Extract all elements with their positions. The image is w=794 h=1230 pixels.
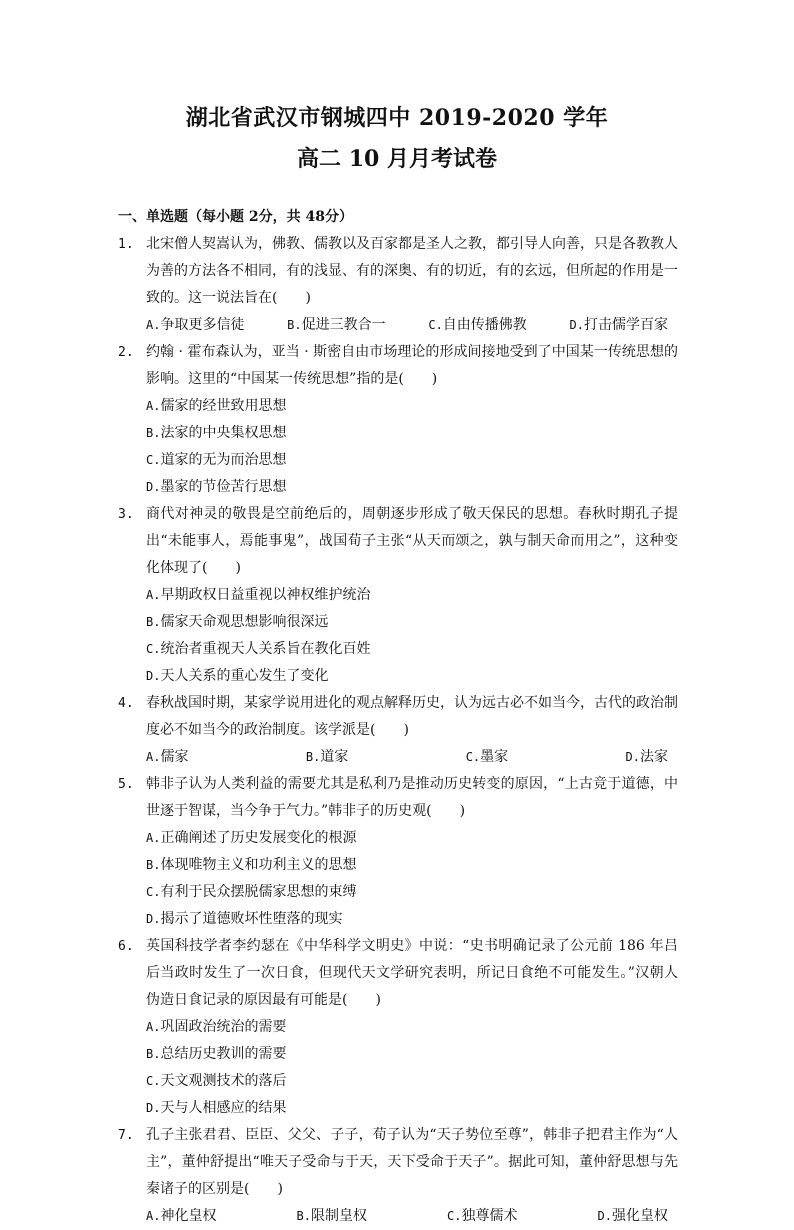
answer-option-b: [287, 312, 385, 339]
answer-options: [146, 393, 678, 501]
option-letter: D.: [597, 1209, 612, 1223]
option-letter: D.: [146, 912, 161, 926]
option-text: 巩固政治统治的需要: [160, 1019, 287, 1035]
option-letter: B.: [287, 318, 302, 332]
question-number: 6.: [118, 939, 134, 954]
option-letter: B.: [146, 858, 161, 872]
exam-title-line2: 高二 10 月月考试卷: [297, 146, 497, 172]
option-text: 墨家的节俭苦行思想: [160, 479, 287, 495]
exam-title-line1: 湖北省武汉市钢城四中 2019-2020 学年: [185, 105, 609, 131]
question-stem: 孔子主张君君、臣臣、父父、子子，荀子认为“天子势位至尊”，韩非子把君主作为“人主”，董仲舒提出“唯天子受命与于天，天下受命于天子”。据此可知，董仲舒思想与先秦诸子的区别是( ): [146, 1127, 678, 1197]
question-stem: 春秋战国时期，某家学说用进化的观点解释历史，认为远古必不如当今，古代的政治制度必不如当今的政治制度。该学派是( ): [146, 695, 678, 738]
exam-content: [118, 204, 678, 1230]
option-letter: B.: [146, 426, 161, 440]
option-letter: C.: [428, 318, 443, 332]
option-letter: A.: [146, 831, 161, 845]
option-text: 总结历史教训的需要: [160, 1046, 287, 1062]
answer-option-c: [146, 879, 414, 906]
option-letter: A.: [146, 399, 161, 413]
answer-options: [146, 825, 678, 933]
option-text: 限制皇权: [310, 1208, 367, 1224]
question-stem: 商代对神灵的敬畏是空前绝后的，周朝逐步形成了敬天保民的思想。春秋时期孔子提出“未能事人，焉能事鬼”，战国荀子主张“从天而颂之，孰与制天命而用之”，这种变化体现了( ): [146, 506, 678, 576]
answer-options: [146, 582, 678, 690]
option-letter: D.: [625, 750, 640, 764]
option-letter: C.: [146, 1074, 161, 1088]
answer-option-c: [146, 636, 414, 663]
question-stem: 北宋僧人契嵩认为，佛教、儒教以及百家都是圣人之教，都引导人向善，只是各教教人为善的方法各不相同，有的浅显、有的深奥、有的切近，有的玄远，但所起的作用是一致的。这一说法旨在( ): [146, 236, 678, 306]
option-text: 自由传播佛教: [442, 317, 527, 333]
answer-option-b: [146, 420, 414, 447]
answer-option-c: [146, 447, 414, 474]
question-1: [118, 231, 678, 339]
answer-option-b: [146, 852, 414, 879]
answer-option-a: [146, 1014, 414, 1041]
option-text: 打击儒学百家: [583, 317, 668, 333]
answer-options: [146, 312, 678, 339]
answer-options: [146, 1014, 678, 1122]
answer-option-d: [626, 744, 668, 771]
option-text: 天与人相感应的结果: [160, 1100, 287, 1116]
section-title: 一、单选题（每小题 2分，共 48分）: [118, 209, 353, 225]
option-letter: B.: [296, 1209, 311, 1223]
answer-option-b: [297, 1203, 367, 1230]
answer-option-c: [466, 744, 508, 771]
question-5: [118, 771, 678, 933]
option-text: 统治者重视天人关系旨在教化百姓: [160, 641, 371, 657]
question-list: [118, 231, 678, 1230]
answer-option-d: [146, 663, 414, 690]
question-number: 7.: [118, 1128, 134, 1143]
question-number: 5.: [118, 777, 134, 792]
question-6: [118, 933, 678, 1122]
option-letter: A.: [146, 318, 161, 332]
option-letter: B.: [146, 1047, 161, 1061]
question-number: 3.: [118, 507, 134, 522]
answer-option-a: [146, 744, 188, 771]
option-text: 独尊儒术: [461, 1208, 518, 1224]
option-letter: C.: [465, 750, 481, 764]
option-text: 早期政权日益重视以神权维护统治: [160, 587, 371, 603]
answer-option-d: [598, 1203, 668, 1230]
option-text: 正确阐述了历史发展变化的根源: [160, 830, 357, 846]
option-letter: A.: [146, 588, 161, 602]
question-stem: 英国科技学者李约瑟在《中华科学文明史》中说：“史书明确记录了公元前 186 年吕后当政时发生了一次日食，但现代天文学研究表明，所记日食绝不可能发生。”汉朝人伪造日食记录的原因最有可能是( ): [146, 938, 678, 1008]
option-text: 天文观测技术的落后: [160, 1073, 287, 1089]
answer-option-b: [306, 744, 348, 771]
answer-option-c: [146, 1068, 414, 1095]
option-text: 天人关系的重心发生了变化: [160, 668, 329, 684]
answer-option-a: [146, 825, 414, 852]
answer-option-c: [447, 1203, 517, 1230]
option-letter: B.: [146, 615, 161, 629]
option-text: 儒家: [160, 749, 189, 765]
option-letter: C.: [146, 885, 161, 899]
answer-option-d: [146, 474, 414, 501]
answer-option-a: [146, 312, 244, 339]
option-text: 有利于民众摆脱儒家思想的束缚: [160, 884, 357, 900]
option-letter: C.: [146, 453, 161, 467]
answer-option-a: [146, 1203, 216, 1230]
option-text: 揭示了道德败坏性堕落的现实: [160, 911, 343, 927]
question-stem: 韩非子认为人类利益的需要尤其是私利乃是推动历史转变的原因，“上古竞于道德，中世逐于智谋，当今争于气力。”韩非子的历史观( ): [146, 776, 678, 819]
option-text: 促进三教合一: [301, 317, 386, 333]
option-text: 体现唯物主义和功利主义的思想: [160, 857, 357, 873]
option-text: 道家: [320, 749, 349, 765]
option-text: 法家: [639, 749, 668, 765]
question-number: 4.: [118, 696, 134, 711]
question-number: 2.: [118, 345, 134, 360]
answer-option-a: [146, 582, 414, 609]
option-text: 神化皇权: [160, 1208, 217, 1224]
option-letter: D.: [146, 1101, 161, 1115]
option-letter: D.: [146, 669, 161, 683]
question-4: [118, 690, 678, 771]
option-letter: B.: [305, 750, 321, 764]
question-7: [118, 1122, 678, 1230]
question-number: 1.: [118, 237, 134, 252]
option-text: 儒家的经世致用思想: [160, 398, 287, 414]
option-letter: A.: [146, 1209, 161, 1223]
option-text: 道家的无为而治思想: [160, 452, 287, 468]
option-letter: D.: [569, 318, 584, 332]
option-letter: D.: [146, 480, 161, 494]
question-3: [118, 501, 678, 690]
answer-option-b: [146, 609, 414, 636]
option-letter: C.: [146, 642, 161, 656]
option-text: 争取更多信徒: [160, 317, 245, 333]
answer-option-a: [146, 393, 414, 420]
option-text: 法家的中央集权思想: [160, 425, 287, 441]
question-2: [118, 339, 678, 501]
answer-option-d: [570, 312, 668, 339]
answer-options: [146, 1203, 678, 1230]
option-letter: C.: [447, 1209, 462, 1223]
option-text: 强化皇权: [612, 1208, 668, 1224]
option-text: 墨家: [480, 749, 509, 765]
answer-option-d: [146, 906, 414, 933]
answer-options: [146, 744, 678, 771]
answer-option-c: [428, 312, 526, 339]
option-letter: A.: [146, 1020, 161, 1034]
answer-option-b: [146, 1041, 414, 1068]
option-text: 儒家天命观思想影响很深远: [160, 614, 329, 630]
answer-option-d: [146, 1095, 414, 1122]
question-stem: 约翰 · 霍布森认为，亚当 · 斯密自由市场理论的形成间接地受到了中国某一传统思想的影响。这里的“中国某一传统思想”指的是( ): [146, 344, 678, 387]
option-letter: A.: [146, 750, 161, 764]
